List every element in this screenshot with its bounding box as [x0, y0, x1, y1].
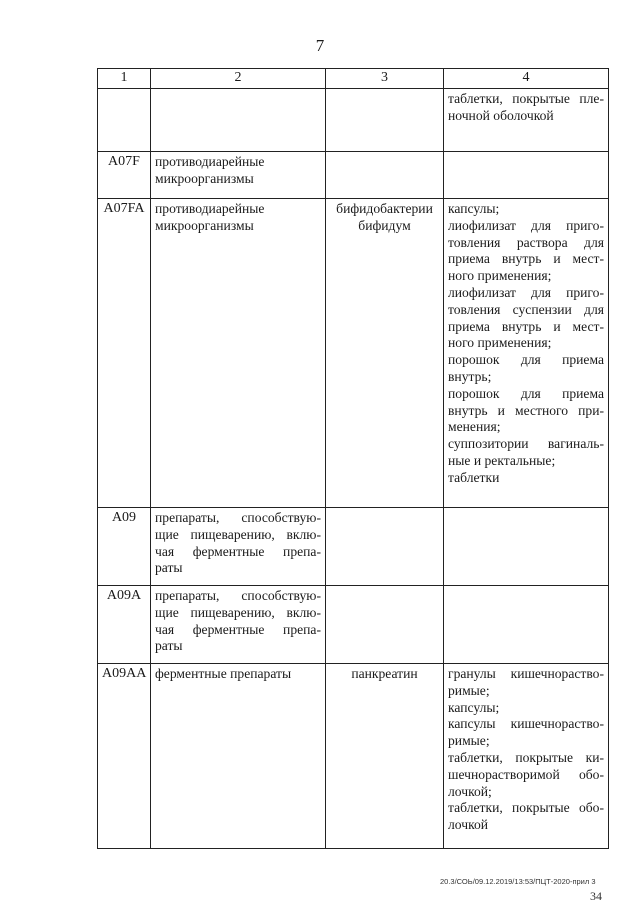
- footer-stamp: 20.3/СОЬ/09.12.2019/13:53/ПЦТ-2020-прил 3: [440, 877, 596, 886]
- forms-line: таблетки: [448, 469, 500, 485]
- column-header: 4: [444, 69, 609, 89]
- forms-line: шечнорастворимой обо-: [448, 766, 604, 782]
- dosage-forms: [444, 586, 609, 664]
- dosage-forms: [444, 152, 609, 199]
- name-line: препараты, способствую-: [155, 588, 321, 603]
- table-header-row: [98, 69, 609, 89]
- table-row: [98, 664, 609, 849]
- drug-name: [326, 199, 444, 508]
- table-row: [98, 508, 609, 586]
- forms-line: внутрь;: [448, 368, 492, 384]
- name-line: щие пищеварению, вклю-: [155, 526, 321, 542]
- name-line: микроорганизмы: [155, 170, 254, 186]
- drug-name: [326, 586, 444, 664]
- drug-name: [326, 664, 444, 849]
- group-name: [151, 586, 326, 664]
- forms-line: ного применения;: [448, 335, 552, 351]
- forms-line: ночной оболочкой: [448, 107, 554, 123]
- name-line: раты: [155, 560, 183, 576]
- name-line: щие пищеварению, вклю-: [155, 604, 321, 620]
- column-header: 2: [151, 69, 326, 89]
- forms-line: ные и ректальные;: [448, 452, 556, 468]
- group-name: [151, 664, 326, 849]
- dosage-forms: [444, 664, 609, 849]
- forms-line: суппозитории вагиналь-: [448, 436, 604, 452]
- forms-line: лиофилизат для приго-: [448, 284, 604, 300]
- table-row: [98, 199, 609, 508]
- inn-line: бифидум: [358, 217, 411, 233]
- forms-line: товления раствора для: [448, 234, 604, 250]
- forms-line: порошок для приема: [448, 352, 604, 368]
- dosage-forms: [444, 508, 609, 586]
- forms-line: капсулы кишечнораство-: [448, 716, 604, 732]
- table-row: [98, 89, 609, 152]
- forms-line: таблетки, покрытые обо-: [448, 800, 604, 816]
- atc-code: A09: [98, 508, 151, 586]
- group-name: [151, 199, 326, 508]
- drug-name: [326, 508, 444, 586]
- inn-line: бифидобактерии: [336, 201, 433, 216]
- forms-line: порошок для приема: [448, 385, 604, 401]
- name-line: ферментные препараты: [155, 666, 292, 681]
- table-row: [98, 152, 609, 199]
- forms-line: таблетки, покрытые пле-: [448, 91, 604, 106]
- atc-code: A09A: [98, 586, 151, 664]
- forms-line: римые;: [448, 733, 490, 749]
- inn-line: панкреатин: [351, 666, 418, 681]
- name-line: чая ферментные препа-: [155, 621, 321, 637]
- atc-code: A07F: [98, 152, 151, 199]
- forms-line: лочкой: [448, 817, 489, 833]
- forms-line: лиофилизат для приго-: [448, 217, 604, 233]
- table-row: [98, 586, 609, 664]
- group-name: [151, 508, 326, 586]
- forms-line: лочкой;: [448, 783, 492, 799]
- footer-page-number: 34: [590, 889, 602, 903]
- forms-line: римые;: [448, 682, 490, 698]
- group-name: [151, 152, 326, 199]
- dosage-forms: [444, 199, 609, 508]
- name-line: чая ферментные препа-: [155, 543, 321, 559]
- name-line: противодиарейные: [155, 154, 265, 169]
- column-header: 3: [326, 69, 444, 89]
- atc-code: A07FA: [98, 199, 151, 508]
- drug-table: [97, 68, 609, 849]
- forms-line: капсулы;: [448, 699, 500, 715]
- page-number: 7: [315, 36, 325, 55]
- forms-line: внутрь и местного при-: [448, 402, 604, 418]
- forms-line: капсулы;: [448, 201, 500, 216]
- name-line: противодиарейные: [155, 201, 265, 216]
- group-name: [151, 89, 326, 152]
- forms-line: приема внутрь и мест-: [448, 251, 604, 267]
- forms-line: приема внутрь и мест-: [448, 318, 604, 334]
- drug-name: [326, 152, 444, 199]
- column-header: 1: [98, 69, 151, 89]
- atc-code: A09AA: [98, 664, 151, 849]
- name-line: раты: [155, 638, 183, 654]
- drug-name: [326, 89, 444, 152]
- forms-line: гранулы кишечнораство-: [448, 666, 604, 681]
- name-line: препараты, способствую-: [155, 510, 321, 525]
- name-line: микроорганизмы: [155, 217, 254, 233]
- forms-line: товления суспензии для: [448, 301, 604, 317]
- forms-line: ного применения;: [448, 268, 552, 284]
- atc-code: [98, 89, 151, 152]
- forms-line: менения;: [448, 419, 501, 435]
- forms-line: таблетки, покрытые ки-: [448, 749, 604, 765]
- dosage-forms: [444, 89, 609, 152]
